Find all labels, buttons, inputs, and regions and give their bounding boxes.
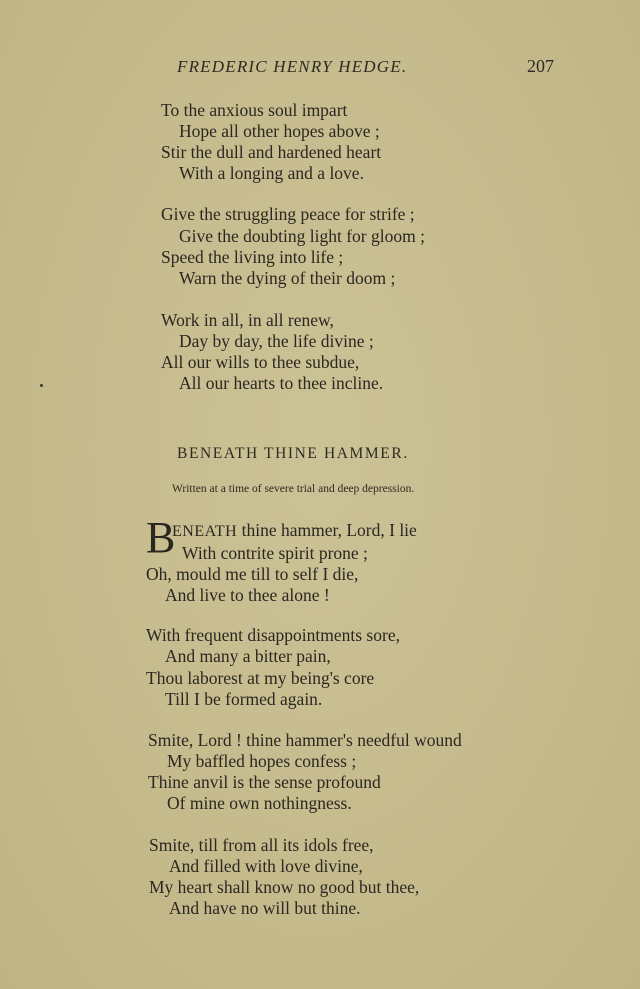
poem-title: BENEATH THINE HAMMER. [177,445,409,462]
verse-line: And many a bitter pain, [165,646,331,666]
verse-line: To the anxious soul impart [161,100,348,120]
verse-line: Give the struggling peace for strife ; [161,204,415,224]
verse-line: Stir the dull and hardened heart [161,142,382,162]
verse-line: With contrite spirit prone ; [182,543,368,563]
verse-line: All our hearts to thee incline. [179,373,384,393]
verse-line: Of mine own nothingness. [167,793,352,813]
verse-line: Thou laborest at my being's core [146,668,375,688]
verse-line: Speed the living into life ; [161,247,344,267]
verse-line: My baffled hopes confess ; [167,751,357,771]
verse-line: Smite, Lord ! thine hammer's needful wound [148,730,462,750]
verse-line: And live to thee alone ! [165,585,330,605]
drop-cap: B [146,513,176,562]
verse-line: All our wills to thee subdue, [161,352,360,372]
first-line-rest: thine hammer, Lord, I lie [237,520,417,540]
verse-line: Oh, mould me till to self I die, [146,564,359,584]
paper-speck [40,384,43,387]
page-number: 207 [527,56,554,76]
verse-line: Hope all other hopes above ; [179,121,380,141]
verse-line: Day by day, the life divine ; [179,331,374,351]
first-word-smallcaps: ENEATH [172,523,238,540]
verse-line: Work in all, in all renew, [161,310,334,330]
verse-line: With a longing and a love. [179,163,364,183]
verse-line: Warn the dying of their doom ; [179,268,396,288]
verse-line: My heart shall know no good but thee, [149,877,420,897]
poem-subtitle: Written at a time of severe trial and deep depression. [172,483,415,495]
verse-line: Give the doubting light for gloom ; [179,226,425,246]
verse-line: Smite, till from all its idols free, [149,835,374,855]
verse-line: Till I be formed again. [165,689,323,709]
verse-line: And have no will but thine. [169,898,361,918]
verse-line: And filled with love divine, [169,856,363,876]
verse-line: With frequent disappointments sore, [146,625,400,645]
running-head: FREDERIC HENRY HEDGE. [177,57,408,76]
verse-line-first [172,520,417,541]
verse-line: Thine anvil is the sense profound [148,772,381,792]
